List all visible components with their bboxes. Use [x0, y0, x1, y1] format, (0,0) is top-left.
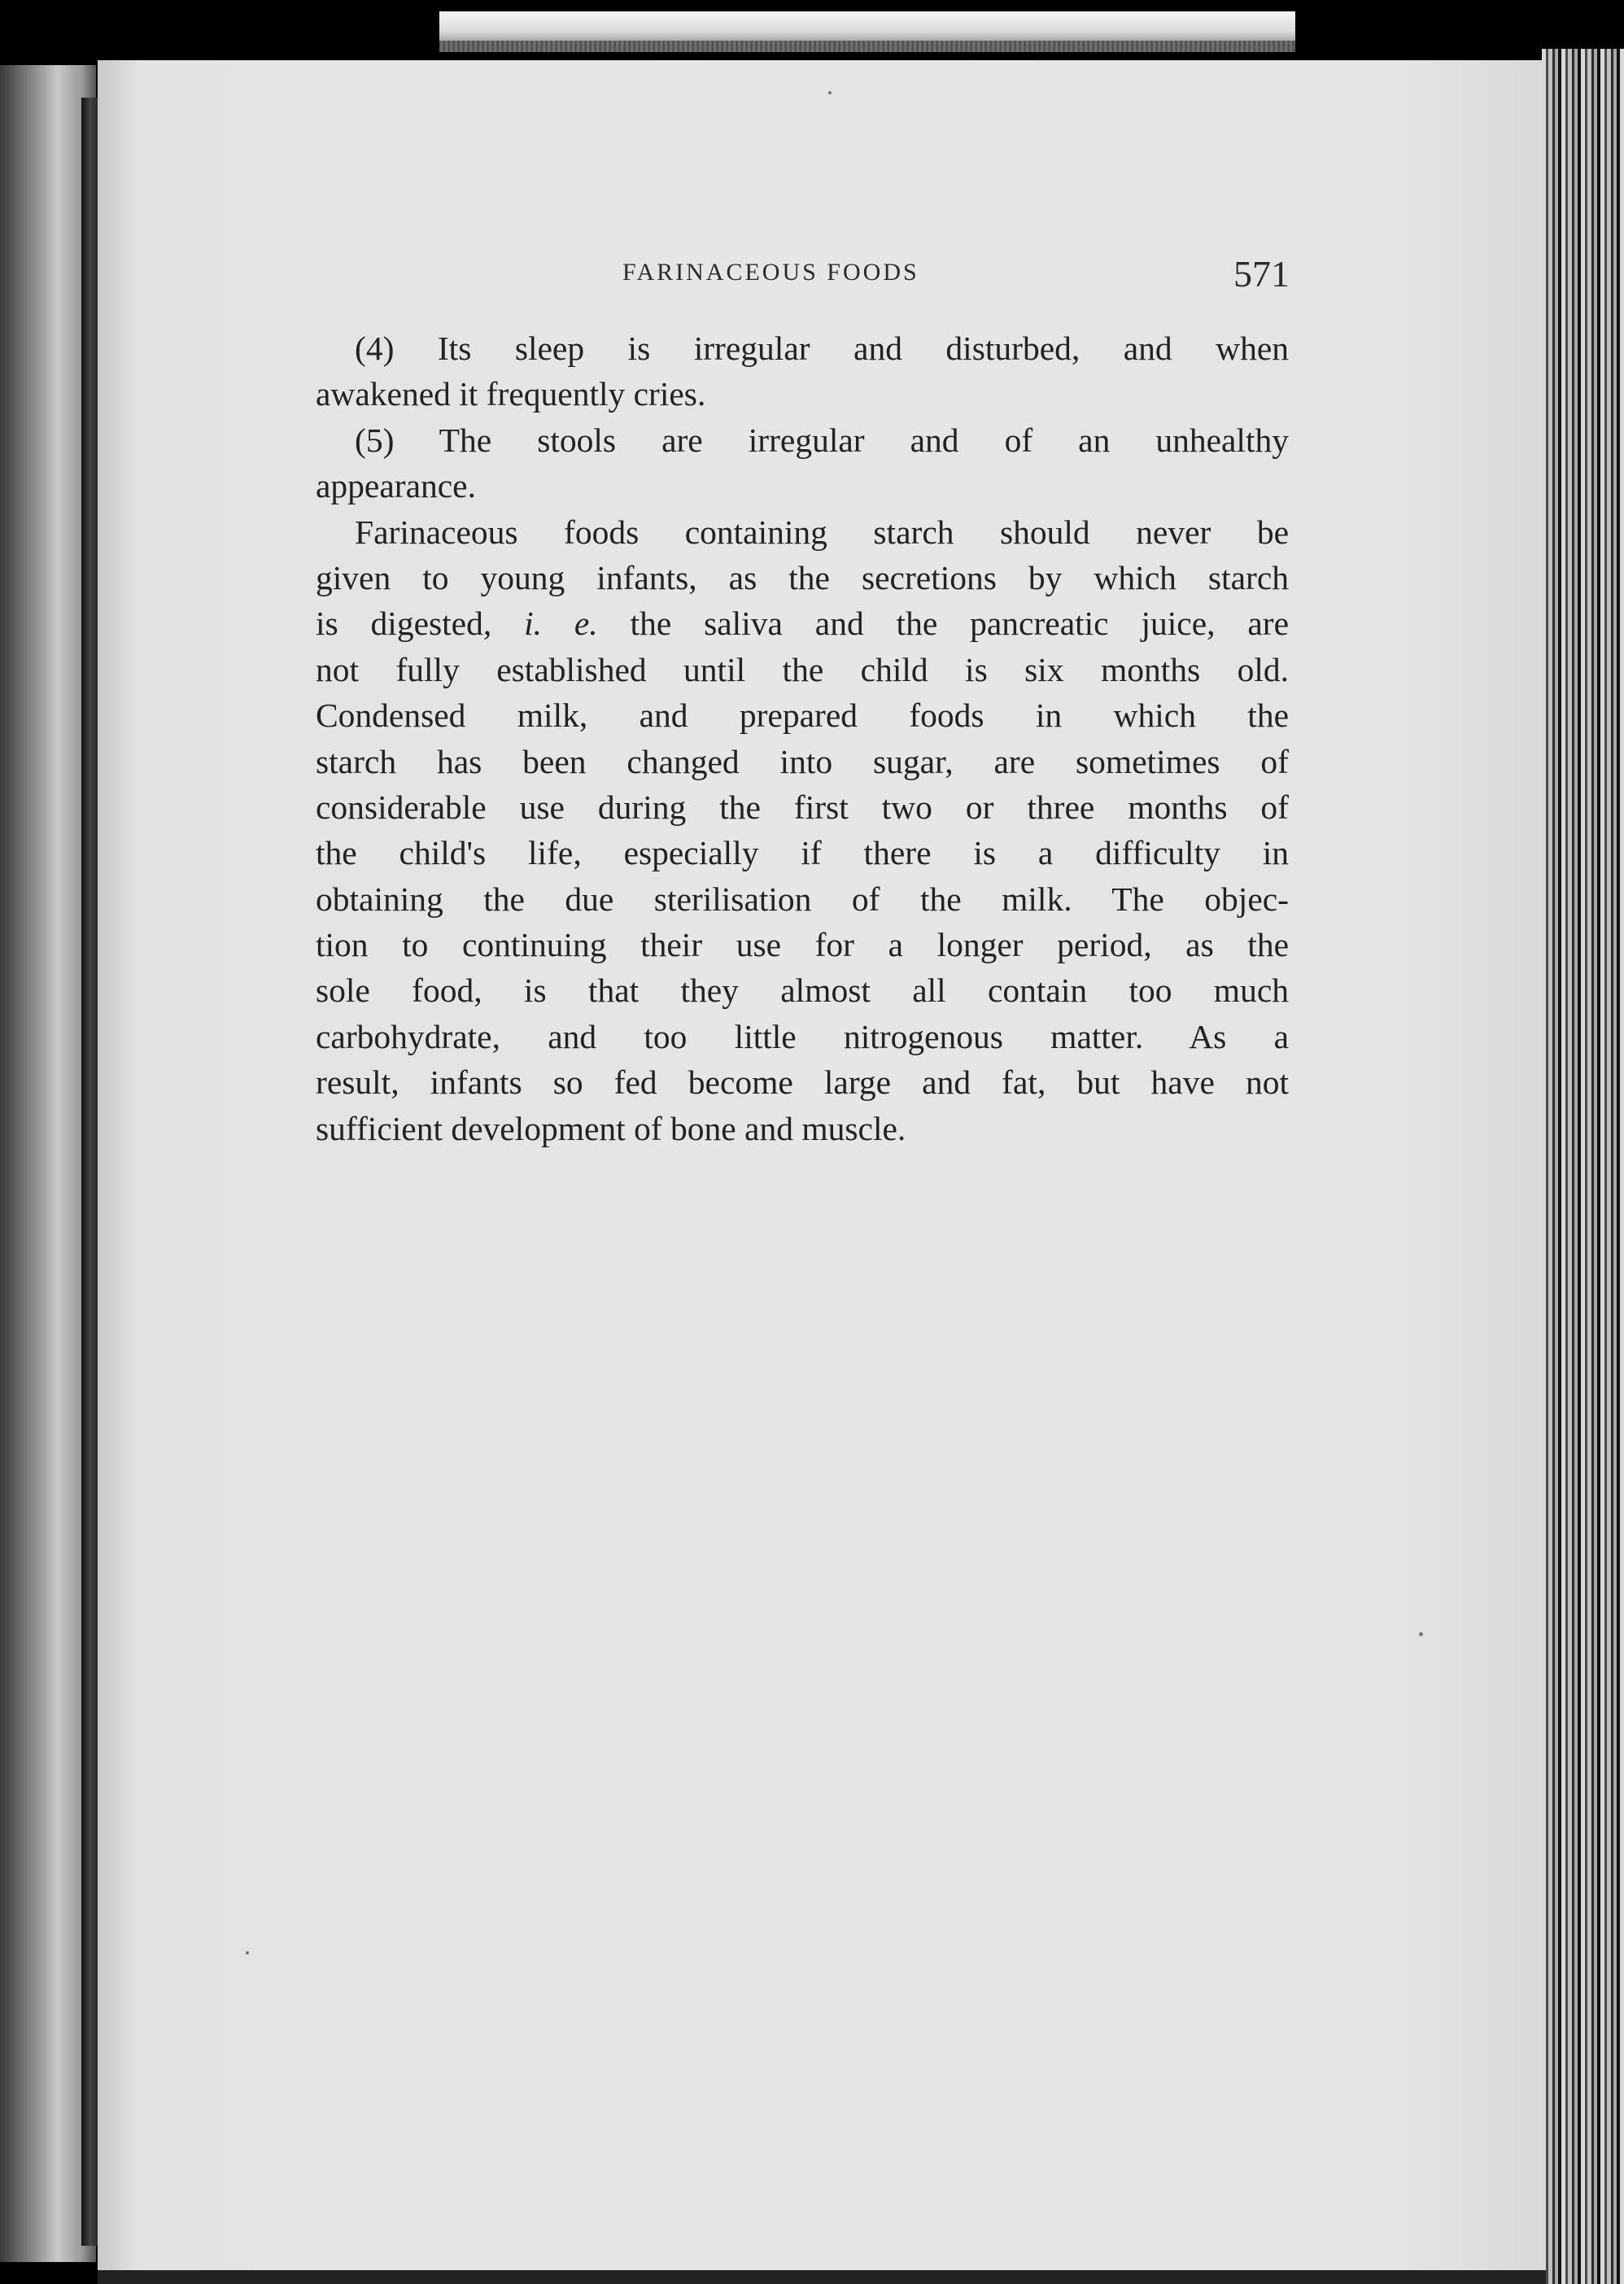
text-line: Condensed milk, and prepared foods in which the — [316, 697, 1289, 735]
binding-shadow — [81, 98, 99, 2246]
text-line: appearance. — [316, 467, 476, 505]
text-line: awakened it frequently cries. — [316, 375, 706, 413]
text-line: not fully established until the child is six months old. — [316, 650, 1289, 688]
top-paper-strip-edge — [439, 41, 1295, 52]
paper-speck — [1419, 1632, 1423, 1636]
text-line: tion to continuing their use for a longer period, as the — [316, 926, 1289, 964]
text-line: (5) The stools are irregular and of an unhealthy — [355, 421, 1289, 459]
text-line: (4) Its sleep is irregular and disturbed, and when — [355, 330, 1289, 367]
text-line: obtaining the due sterilisation of the milk. The objec- — [316, 880, 1289, 918]
body-text — [316, 325, 1289, 1151]
text-line: given to young infants, as the secretions by which starch — [316, 558, 1289, 596]
text-line: the child's life, especially if there is a difficulty in — [316, 834, 1289, 872]
page-number: 571 — [1233, 253, 1290, 295]
text-line: starch has been changed into sugar, are sometimes of — [316, 742, 1289, 780]
running-head — [317, 252, 1294, 301]
text-line: carbohydrate, and too little nitrogenous matter. As a — [316, 1017, 1289, 1055]
text-line: result, infants so fed become large and fat, but have not — [316, 1063, 1289, 1102]
text-line: sole food, is that they almost all contain too much — [316, 972, 1289, 1010]
running-title: FARINACEOUS FOODS — [622, 259, 919, 286]
text-line: is digested, i. e. the saliva and the pancreatic juice, are — [316, 605, 1290, 643]
paper-speck — [828, 91, 832, 94]
top-paper-strip — [439, 11, 1295, 44]
right-page-edges — [1542, 49, 1624, 2284]
paper-speck — [246, 1951, 249, 1954]
text-line: sufficient development of bone and muscle. — [316, 1109, 906, 1147]
text-line: considerable use during the first two or three months of — [316, 788, 1289, 826]
italic-abbreviation: i. e. — [524, 605, 598, 643]
text-line: Farinaceous foods containing starch should never be — [355, 513, 1289, 551]
bottom-shadow — [98, 2270, 1546, 2284]
